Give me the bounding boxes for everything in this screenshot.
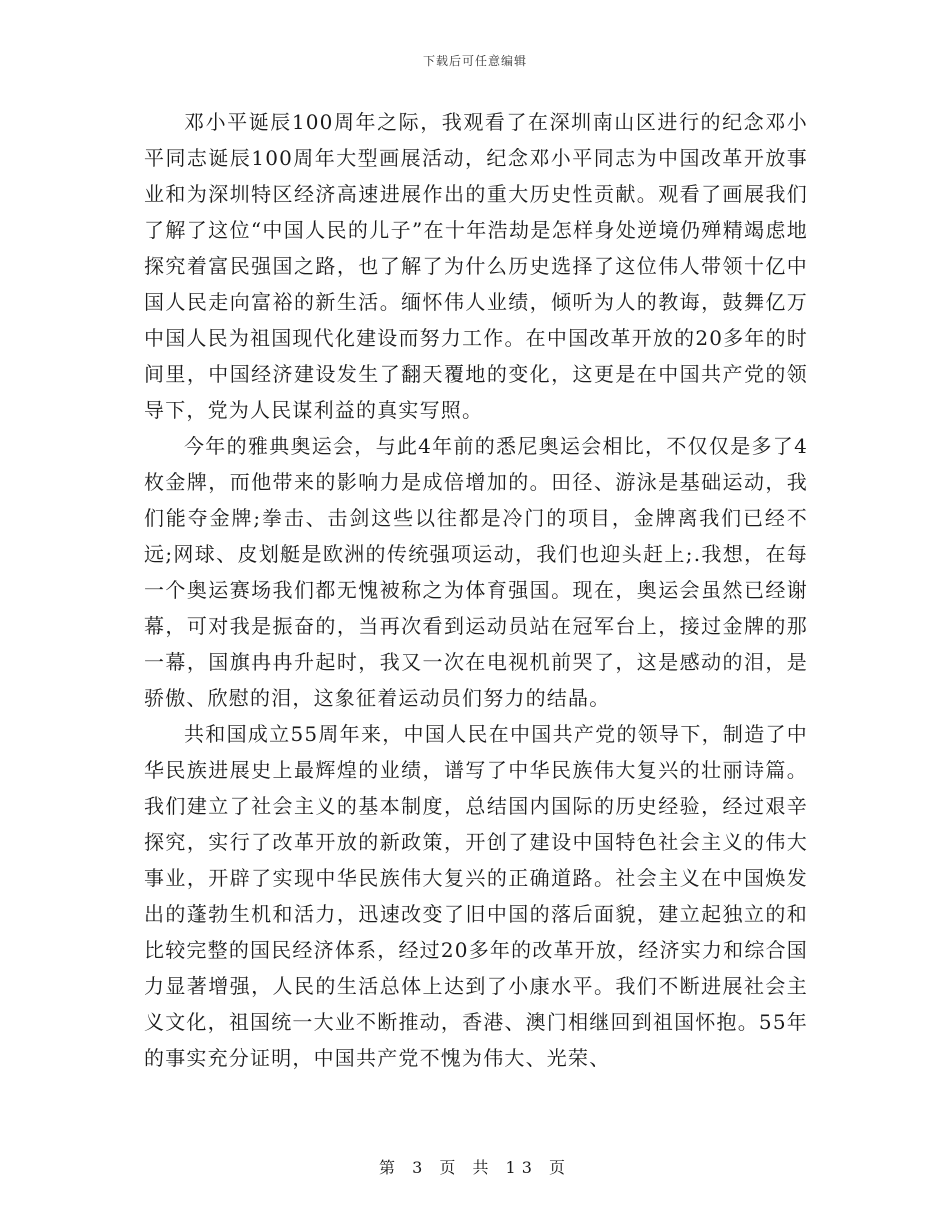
document-body bbox=[144, 104, 808, 1076]
page-number: 第 3 页 共 13 页 bbox=[379, 1158, 571, 1177]
paragraph-republic-55-years: 共和国成立55周年来，中国人民在中国共产党的领导下，制造了中华民族进展史上最辉煌的业绩，谱写了中华民族伟大复兴的壮丽诗篇。我们建立了社会主义的基本制度，总结国内国际的历史经验，经过艰辛探究，实行了改革开放的新政策，开创了建设中国特色社会主义的伟大事业，开辟了实现中华民族伟大复兴的正确道路。社会主义在中国焕发出的蓬勃生机和活力，迅速改变了旧中国的落后面貌，建立起独立的和比较完整的国民经济体系，经过20多年的改革开放，经济实力和综合国力显著增强，人民的生活总体上达到了小康水平。我们不断进展社会主义文化，祖国统一大业不断推动，香港、澳门相继回到祖国怀抱。55年的事实充分证明，中国共产党不愧为伟大、光荣、 bbox=[144, 722, 808, 1070]
page-header: 下载后可任意编辑 bbox=[422, 54, 527, 68]
paragraph-deng-xiaoping-exhibition: 邓小平诞辰100周年之际，我观看了在深圳南山区进行的纪念邓小平同志诞辰100周年大型画展活动，纪念邓小平同志为中国改革开放事业和为深圳特区经济高速进展作出的重大历史性贡献。观看了画展我们了解了这位“中国人民的儿子”在十年浩劫是怎样身处逆境仍殚精竭虑地探究着富民强国之路，也了解了为什么历史选择了这位伟人带领十亿中国人民走向富裕的新生活。缅怀伟人业绩，倾听为人的教诲，鼓舞亿万中国人民为祖国现代化建设而努力工作。在中国改革开放的20多年的时间里，中国经济建设发生了翻天覆地的变化，这更是在中国共产党的领导下，党为人民谋利益的真实写照。 bbox=[144, 110, 808, 422]
paragraph-athens-olympics: 今年的雅典奥运会，与此4年前的悉尼奥运会相比，不仅仅是多了4枚金牌，而他带来的影响力是成倍增加的。田径、游泳是基础运动，我们能夺金牌;拳击、击剑这些以往都是冷门的项目，金牌离我们已经不远;网球、皮划艇是欧洲的传统强项运动，我们也迎头赶上;.我想，在每一个奥运赛场我们都无愧被称之为体育强国。现在，奥运会虽然已经谢幕，可对我是振奋的，当再次看到运动员站在冠军台上，接过金牌的那一幕，国旗冉冉升起时，我又一次在电视机前哭了，这是感动的泪，是骄傲、欣慰的泪，这象征着运动员们努力的结晶。 bbox=[144, 434, 808, 710]
